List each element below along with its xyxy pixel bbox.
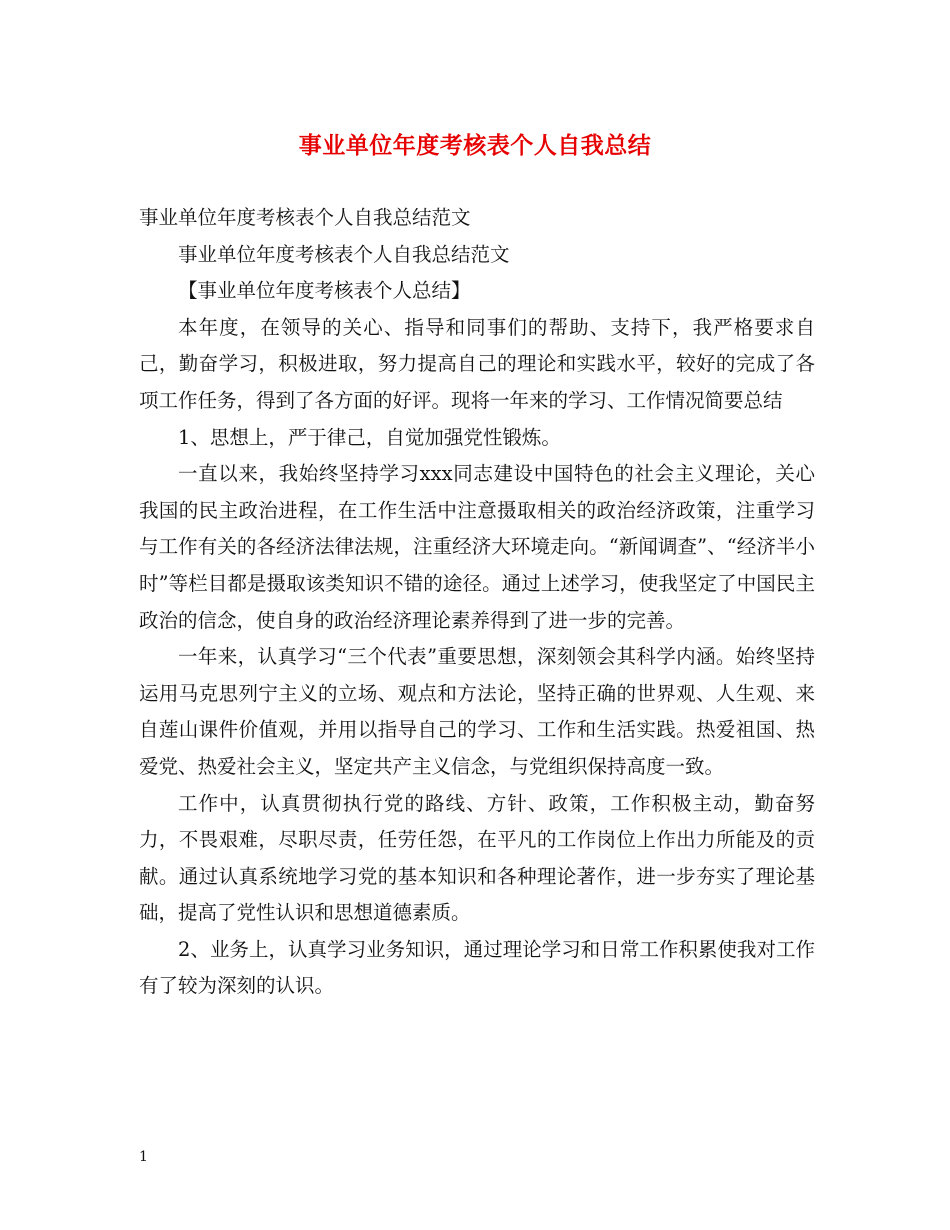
paragraph-intro: 本年度，在领导的关心、指导和同事们的帮助、支持下，我严格要求自己，勤奋学习，积极进取，努力提高自己的理论和实践水平，较好的完成了各项工作任务，得到了各方面的好评。现将一年来的学习、工作情况简要总结 [139, 315, 815, 412]
paragraph-point-2-heading: 2、业务上，认真学习业务知识，通过理论学习和日常工作积累使我对工作有了较为深刻的认识。 [139, 937, 815, 998]
paragraph-subtitle: 事业单位年度考核表个人自我总结范文 [139, 206, 471, 229]
paragraph-point-1-heading: 1、思想上，严于律己，自觉加强党性锻炼。 [178, 425, 561, 449]
document-title: 事业单位年度考核表个人自我总结 [298, 132, 652, 159]
document-body [139, 200, 815, 1005]
paragraph-subtitle-repeat: 事业单位年度考核表个人自我总结范文 [178, 242, 510, 266]
paragraph-three-represents: 一年来，认真学习“三个代表”重要思想，深刻领会其科学内涵。始终坚持运用马克思列宁主义的立场、观点和方法论，坚持正确的世界观、人生观、来自莲山课件价值观，并用以指导自己的学习、工作和生活实践。热爱祖国、热爱党、热爱社会主义，坚定共产主义信念，与党组织保持高度一致。 [139, 645, 815, 778]
paragraph-theory-study: 一直以来，我始终坚持学习xxx同志建设中国特色的社会主义理论，关心我国的民主政治进程，在工作生活中注意摄取相关的政治经济政策，注重学习与工作有关的各经济法律法规，注重经济大环境走向。“新闻调查”、“经济半小时”等栏目都是摄取该类知识不错的途径。通过上述学习，使我坚定了中国民主政治的信念，使自身的政治经济理论素养得到了进一步的完善。 [139, 462, 815, 632]
paragraph-work-attitude: 工作中，认真贯彻执行党的路线、方针、政策，工作积极主动，勤奋努力，不畏艰难，尽职尽责，任劳任怨，在平凡的工作岗位上作出力所能及的贡献。通过认真系统地学习党的基本知识和各种理论著作，进一步夯实了理论基础，提高了党性认识和思想道德素质。 [139, 791, 815, 925]
page-number: 1 [139, 1149, 148, 1165]
paragraph-section-heading: 【事业单位年度考核表个人总结】 [178, 279, 471, 303]
